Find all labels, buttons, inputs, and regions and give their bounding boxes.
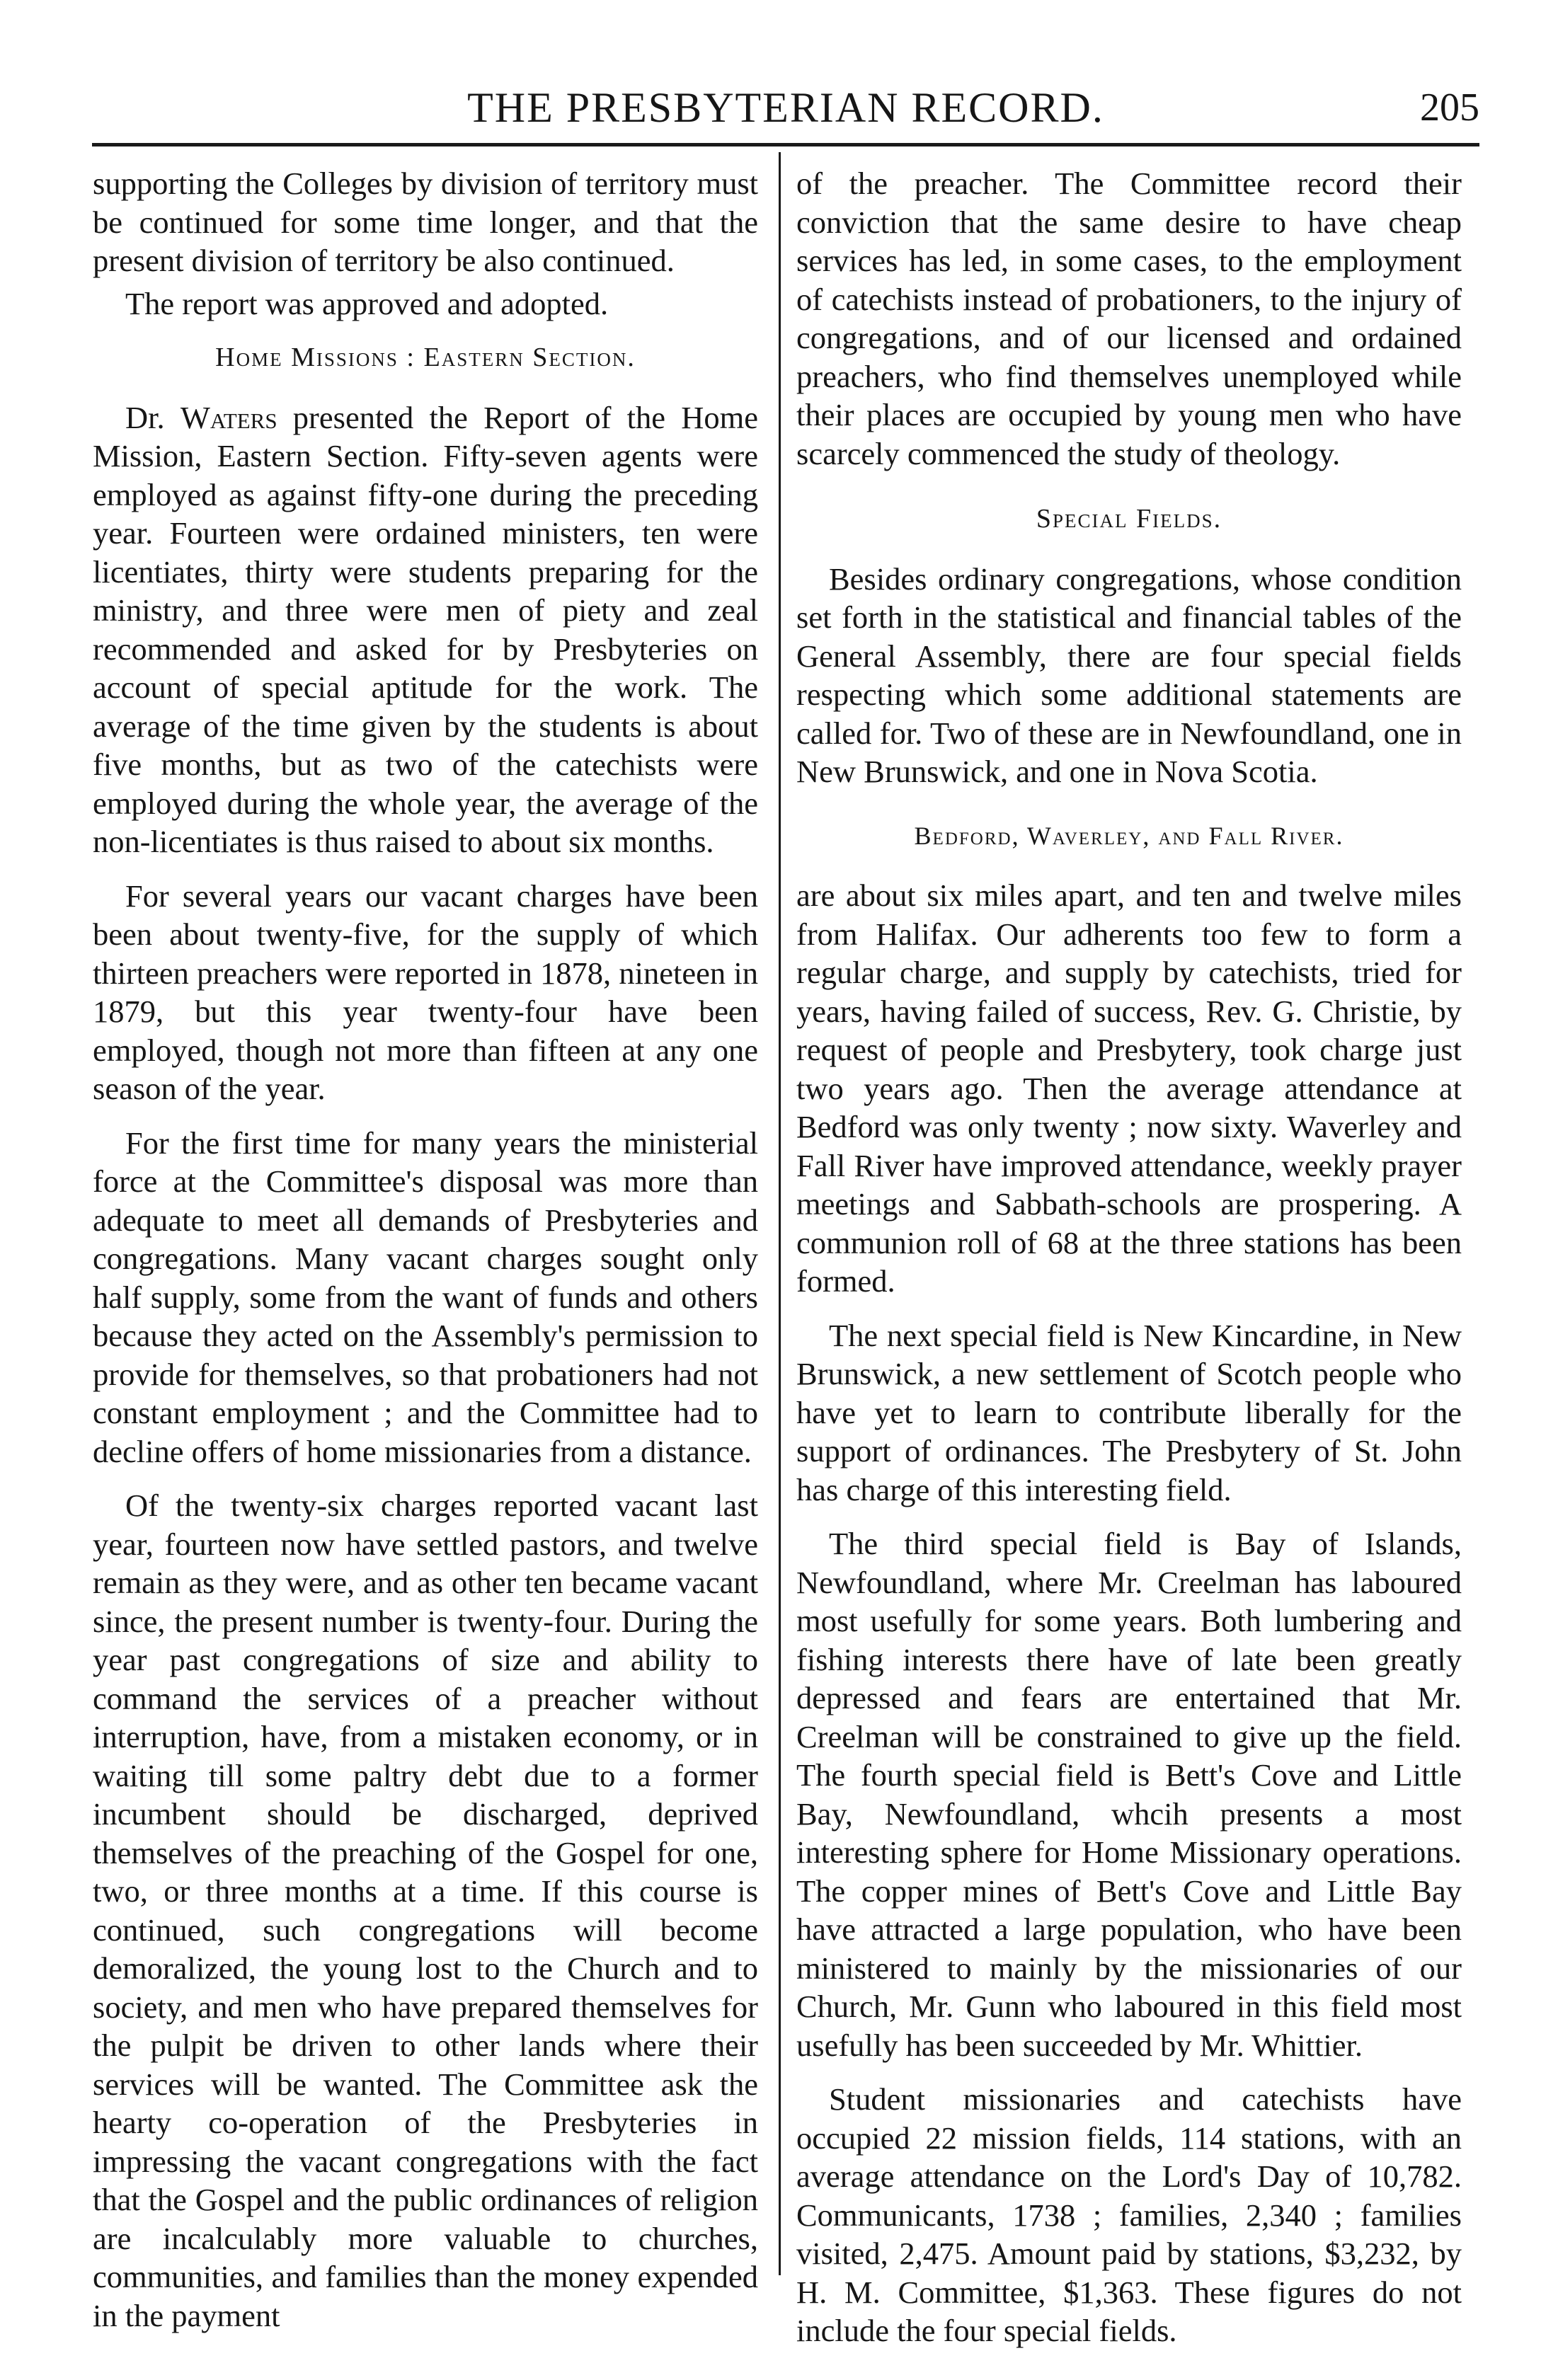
paragraph: The third special field is Bay of Islands, Newfoundland, where Mr. Creelman has laboured most usefully for some years. Both lumbering and fishing interests there have of late been greatly depressed and fears are entertained that Mr. Creelman will be constrained to give up the field. The fourth special field is Bett's Cove and Little Bay, Newfoundland, whcih presents a most interesting sphere for Home Missionary operations. The copper mines of Bett's Cove and Little Bay have attracted a large population, who have been ministered to mainly by the missionaries of our Church, Mr. Gunn who laboured in this field most usefully has been succeeded by Mr. Whittier.	[796, 1526, 1462, 2063]
section-heading: Home Missions : Eastern Section.	[215, 343, 636, 372]
header-rule	[92, 143, 1479, 146]
paragraph-text: presented the Report of the Home Mission, Eastern Section. Fifty-seven agents were employed as against fifty-one during the preceding year. Fourteen were ordained ministers, ten were licentiates, thirty were students preparing for the ministry, and three were men of piety and zeal recommended and asked for by Presbyteries on account of special aptitude for the work. The average of the time given by the students is about five months, but as two of the catechists were employed during the whole year, the average of the non-licentiates is thus raised to about six months.	[93, 399, 759, 859]
spacer	[796, 1509, 1462, 1524]
paragraph: of the preacher. The Committee record their conviction that the same desire to have cheap services has led, in some cases, to the employment of catechists instead of probationers, to the injury of congregations, and of our licensed and ordained preachers, who find themselves unemployed while their places are occupied by young men who have scarcely commenced the study of theology.	[796, 166, 1462, 471]
paragraph: The next special field is New Kincardine, in New Brunswick, a new settlement of Scotch people who have yet to learn to contribute liberally for the support of ordinances. The Presbytery of St. John has charge of this interesting field.	[796, 1317, 1462, 1507]
paragraph: For the first time for many years the ministerial force at the Committee's disposal was more than adequate to meet all demands of Presbyteries and congregations. Many vacant charges sought only half supply, some from the want of funds and others because they acted on the Assembly's permission to provide for themselves, so that probationers had not constant employment ; and the Committee had to decline offers of home missionaries from a distance.	[93, 1125, 758, 1469]
paragraph: Of the twenty-six charges reported vacant last year, fourteen now have settled pastors, and twelve remain as they were, and as other ten became vacant since, the present number is twenty-four. During the year past congregations of size and ability to command the services of a preacher without interruption, have, from a mistaken economy, or in waiting till some paltry debt due to a former incumbent should be discharged, deprived themselves of the preaching of the Gospel for one, two, or three months at a time. If this course is continued, such congregations will become demoralized, the young lost to the Church and to society, and men who have prepared themselves for the pulpit be driven to other lands where their services will be wanted. The Committee ask the hearty co-operation of the Presbyteries in impressing the vacant congregations with the fact that the Gospel and the public ordinances of religion are incalculably more valuable to churches, communities, and families than the money expended in the payment	[93, 1488, 758, 2333]
paragraph: Besides ordinary congregations, whose condition set forth in the statistical and financial tables of the General Assembly, there are four special fields respecting which some additional statements are called for. Two of these are in Newfoundland, one in New Brunswick, and one in Nova Scotia.	[796, 560, 1462, 789]
spacer	[93, 861, 758, 877]
spacer	[796, 2064, 1462, 2080]
paragraph: are about six miles apart, and ten and twelve miles from Halifax. Our adherents too few to form a regular charge, and supply by catechists, tried for years, having failed of success, Rev. G. Christie, by request of people and Presbytery, took charge just two years ago. Then the average attendance at Bedford was only twenty ; now sixty. Waverley and Fall River have improved attendance, weekly prayer meetings and Sabbath-schools are prospering. A communion roll of 68 at the three stations has been formed.	[796, 878, 1462, 1299]
publication-title: THE PRESBYTERIAN RECORD.	[467, 84, 1104, 131]
section-heading: Special Fields.	[1036, 504, 1222, 534]
spacer	[93, 1108, 758, 1124]
paragraph: For several years our vacant charges have been been about twenty-five, for the supply of which thirteen preachers were reported in 1878, nineteen in 1879, but this year twenty-four have been employed, though not more than fifteen at any one season of the year.	[93, 878, 758, 1106]
right-column	[796, 164, 1462, 2350]
left-column	[93, 164, 758, 2335]
spacer	[93, 1471, 758, 1486]
person-name: Waters	[180, 399, 277, 435]
paragraph	[93, 398, 758, 861]
paragraph-lead: Dr.	[125, 399, 181, 435]
column-divider	[779, 152, 781, 2275]
paragraph: Student missionaries and catechists have occupied 22 mission fields, 114 stations, with an average attendance on the Lord's Day of 10,782. Communicants, 1738 ; families, 2,340 ; families visited, 2,475. Amount paid by stations, $3,232, by H. M. Committee, $1,363. These figures do not include the four special fields.	[796, 2081, 1462, 2348]
section-heading: Bedford, Waverley, and Fall River.	[914, 821, 1344, 850]
spacer	[796, 1301, 1462, 1316]
page-number: 205	[1420, 86, 1479, 130]
paragraph: The report was approved and adopted.	[125, 285, 609, 321]
paragraph: supporting the Colleges by division of territory must be continued for some time longer, and that the present division of territory be also continued.	[93, 166, 758, 278]
page-header	[92, 79, 1479, 136]
